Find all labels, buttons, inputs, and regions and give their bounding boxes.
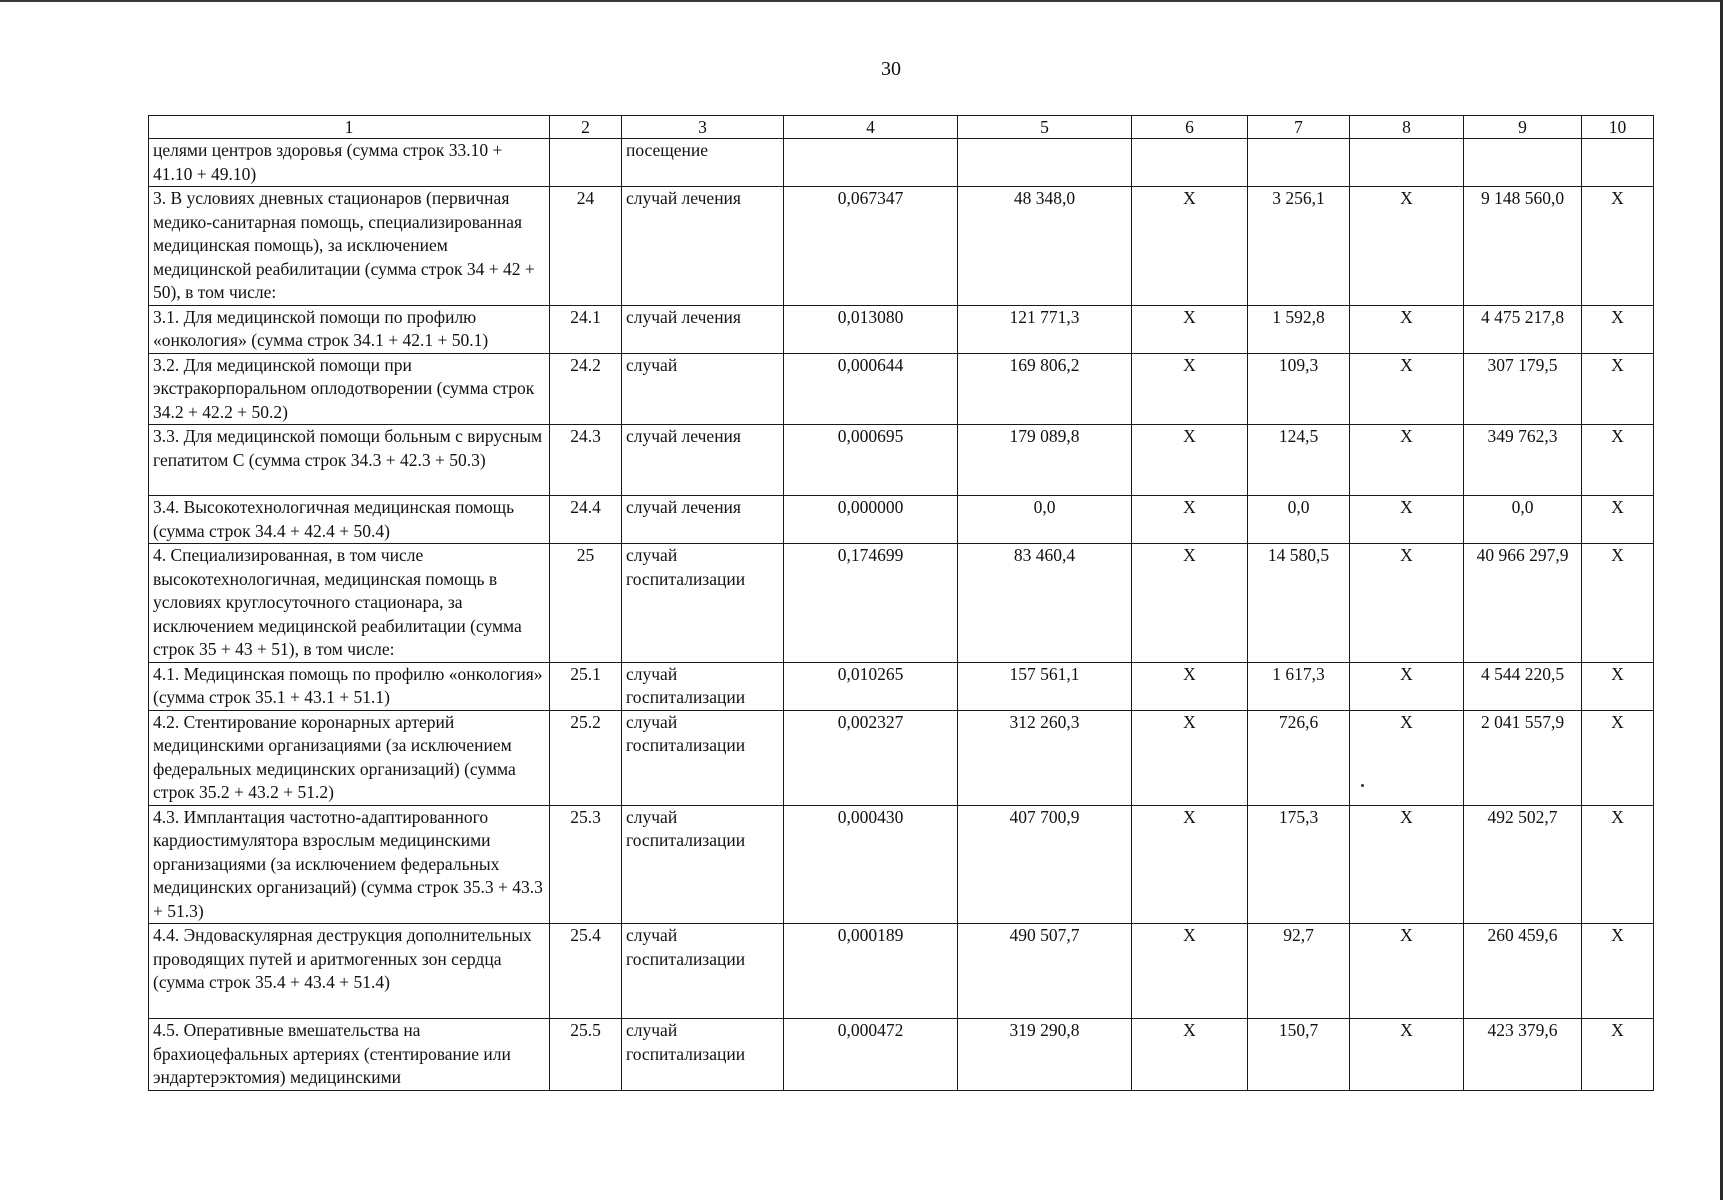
cell-col-10: X	[1582, 544, 1654, 663]
cell-col-5: 157 561,1	[958, 662, 1132, 710]
row-name-cell: 3.4. Высокотехнологичная медицинская помощь (сумма строк 34.4 + 42.4 + 50.4)	[149, 496, 550, 544]
cell-col-10: X	[1582, 496, 1654, 544]
data-table	[148, 115, 1654, 1091]
cell-col-7: 0,0	[1248, 496, 1350, 544]
cell-col-5: 48 348,0	[958, 187, 1132, 306]
scan-edge-top	[0, 0, 1723, 2]
unit-cell: случай госпитализации	[622, 710, 784, 805]
table-row	[149, 187, 1654, 306]
unit-cell: случай	[622, 353, 784, 425]
cell-col-10: X	[1582, 805, 1654, 924]
cell-col-9: 307 179,5	[1464, 353, 1582, 425]
line-number-cell: 25.2	[550, 710, 622, 805]
cell-col-9: 9 148 560,0	[1464, 187, 1582, 306]
cell-col-4: 0,000430	[784, 805, 958, 924]
row-name-cell: 3.2. Для медицинской помощи при экстракорпоральном оплодотворении (сумма строк 34.2 + 42.2 + 50.2)	[149, 353, 550, 425]
cell-col-4: 0,174699	[784, 544, 958, 663]
unit-cell: случай лечения	[622, 496, 784, 544]
cell-col-7: 124,5	[1248, 425, 1350, 496]
table-row	[149, 496, 1654, 544]
cell-col-4: 0,010265	[784, 662, 958, 710]
row-name-cell: 3.1. Для медицинской помощи по профилю «онкология» (сумма строк 34.1 + 42.1 + 50.1)	[149, 305, 550, 353]
cell-col-6: X	[1132, 1019, 1248, 1091]
cell-col-10: X	[1582, 305, 1654, 353]
unit-cell: случай госпитализации	[622, 544, 784, 663]
cell-col-7: 1 592,8	[1248, 305, 1350, 353]
cell-col-5: 407 700,9	[958, 805, 1132, 924]
table-row	[149, 805, 1654, 924]
unit-cell: случай госпитализации	[622, 924, 784, 1019]
cell-col-9: 492 502,7	[1464, 805, 1582, 924]
unit-cell: случай лечения	[622, 187, 784, 306]
table-row	[149, 924, 1654, 1019]
cell-col-7: 150,7	[1248, 1019, 1350, 1091]
cell-col-9: 2 041 557,9	[1464, 710, 1582, 805]
page-number: 30	[881, 58, 901, 80]
unit-cell: посещение	[622, 139, 784, 187]
cell-col-5	[958, 139, 1132, 187]
row-name-cell: 3.3. Для медицинской помощи больным с вирусным гепатитом С (сумма строк 34.3 + 42.3 + 50.3)	[149, 425, 550, 496]
cell-col-5: 0,0	[958, 496, 1132, 544]
table-row	[149, 662, 1654, 710]
cell-col-6	[1132, 139, 1248, 187]
cell-col-4: 0,000695	[784, 425, 958, 496]
cell-col-10: X	[1582, 187, 1654, 306]
cell-col-8: X	[1350, 924, 1464, 1019]
cell-col-7: 175,3	[1248, 805, 1350, 924]
column-header: 8	[1350, 116, 1464, 139]
cell-col-4: 0,067347	[784, 187, 958, 306]
column-header: 9	[1464, 116, 1582, 139]
cell-col-8: X	[1350, 662, 1464, 710]
cell-col-4: 0,000000	[784, 496, 958, 544]
cell-col-7: 92,7	[1248, 924, 1350, 1019]
cell-col-9: 0,0	[1464, 496, 1582, 544]
table-row	[149, 353, 1654, 425]
line-number-cell: 25.1	[550, 662, 622, 710]
column-header: 1	[149, 116, 550, 139]
cell-col-4	[784, 139, 958, 187]
unit-cell: случай госпитализации	[622, 805, 784, 924]
unit-cell: случай лечения	[622, 425, 784, 496]
cell-col-10: X	[1582, 1019, 1654, 1091]
cell-col-9: 423 379,6	[1464, 1019, 1582, 1091]
line-number-cell: 24.3	[550, 425, 622, 496]
cell-col-7: 109,3	[1248, 353, 1350, 425]
line-number-cell: 24.1	[550, 305, 622, 353]
cell-col-10: X	[1582, 425, 1654, 496]
row-name-cell: 3. В условиях дневных стационаров (первичная медико-санитарная помощь, специализированная медицинская помощь), за исключением медицинской реабилитации (сумма строк 34 + 42 + 50), в том числе:	[149, 187, 550, 306]
column-header: 10	[1582, 116, 1654, 139]
cell-col-9: 4 544 220,5	[1464, 662, 1582, 710]
cell-col-6: X	[1132, 924, 1248, 1019]
cell-col-6: X	[1132, 805, 1248, 924]
cell-col-9: 349 762,3	[1464, 425, 1582, 496]
cell-col-5: 319 290,8	[958, 1019, 1132, 1091]
line-number-cell: 24.2	[550, 353, 622, 425]
cell-col-6: X	[1132, 710, 1248, 805]
cell-col-4: 0,002327	[784, 710, 958, 805]
column-header: 5	[958, 116, 1132, 139]
cell-col-10: X	[1582, 710, 1654, 805]
cell-col-10: X	[1582, 924, 1654, 1019]
cell-col-5: 490 507,7	[958, 924, 1132, 1019]
cell-col-5: 83 460,4	[958, 544, 1132, 663]
cell-col-4: 0,000644	[784, 353, 958, 425]
cell-col-9: 4 475 217,8	[1464, 305, 1582, 353]
cell-col-9: 40 966 297,9	[1464, 544, 1582, 663]
cell-col-4: 0,000189	[784, 924, 958, 1019]
cell-col-8: X	[1350, 305, 1464, 353]
column-header: 7	[1248, 116, 1350, 139]
cell-col-5: 169 806,2	[958, 353, 1132, 425]
cell-col-7: 726,6	[1248, 710, 1350, 805]
row-name-cell: 4.3. Имплантация частотно-адаптированного кардиостимулятора взрослым медицинскими организациями (за исключением федеральных медицинских организаций) (сумма строк 35.3 + 43.3 + 51.3)	[149, 805, 550, 924]
cell-col-6: X	[1132, 496, 1248, 544]
cell-col-8: X	[1350, 710, 1464, 805]
table-row	[149, 544, 1654, 663]
table-row	[149, 710, 1654, 805]
cell-col-8: X	[1350, 1019, 1464, 1091]
cell-col-8: X	[1350, 187, 1464, 306]
table-row	[149, 1019, 1654, 1091]
row-name-cell: 4.2. Стентирование коронарных артерий медицинскими организациями (за исключением федеральных медицинских организаций) (сумма строк 35.2 + 43.2 + 51.2)	[149, 710, 550, 805]
row-name-cell: 4.5. Оперативные вмешательства на брахиоцефальных артериях (стентирование или эндартерэктомия) медицинскими	[149, 1019, 550, 1091]
scan-speck	[1361, 784, 1364, 787]
cell-col-8: X	[1350, 496, 1464, 544]
cell-col-10	[1582, 139, 1654, 187]
header-row	[149, 116, 1654, 139]
cell-col-6: X	[1132, 305, 1248, 353]
table-row	[149, 139, 1654, 187]
line-number-cell: 25.3	[550, 805, 622, 924]
cell-col-5: 179 089,8	[958, 425, 1132, 496]
table-row	[149, 305, 1654, 353]
cell-col-8: X	[1350, 805, 1464, 924]
row-name-cell: 4.4. Эндоваскулярная деструкция дополнительных проводящих путей и аритмогенных зон сердца (сумма строк 35.4 + 43.4 + 51.4)	[149, 924, 550, 1019]
cell-col-9	[1464, 139, 1582, 187]
cell-col-7	[1248, 139, 1350, 187]
line-number-cell: 24	[550, 187, 622, 306]
table-row	[149, 425, 1654, 496]
unit-cell: случай госпитализации	[622, 662, 784, 710]
cell-col-6: X	[1132, 353, 1248, 425]
cell-col-6: X	[1132, 544, 1248, 663]
cell-col-4: 0,000472	[784, 1019, 958, 1091]
cell-col-6: X	[1132, 662, 1248, 710]
cell-col-7: 14 580,5	[1248, 544, 1350, 663]
cell-col-6: X	[1132, 187, 1248, 306]
cell-col-6: X	[1132, 425, 1248, 496]
cell-col-7: 3 256,1	[1248, 187, 1350, 306]
unit-cell: случай лечения	[622, 305, 784, 353]
column-header: 2	[550, 116, 622, 139]
row-name-cell: целями центров здоровья (сумма строк 33.10 + 41.10 + 49.10)	[149, 139, 550, 187]
cell-col-5: 121 771,3	[958, 305, 1132, 353]
line-number-cell: 25	[550, 544, 622, 663]
cell-col-8	[1350, 139, 1464, 187]
cell-col-8: X	[1350, 425, 1464, 496]
line-number-cell	[550, 139, 622, 187]
cell-col-4: 0,013080	[784, 305, 958, 353]
cell-col-10: X	[1582, 662, 1654, 710]
column-header: 6	[1132, 116, 1248, 139]
cell-col-8: X	[1350, 544, 1464, 663]
column-header: 3	[622, 116, 784, 139]
column-header: 4	[784, 116, 958, 139]
row-name-cell: 4. Специализированная, в том числе высокотехнологичная, медицинская помощь в условиях круглосуточного стационара, за исключением медицинской реабилитации (сумма строк 35 + 43 + 51), в том числе:	[149, 544, 550, 663]
cell-col-9: 260 459,6	[1464, 924, 1582, 1019]
line-number-cell: 25.5	[550, 1019, 622, 1091]
cell-col-7: 1 617,3	[1248, 662, 1350, 710]
cell-col-5: 312 260,3	[958, 710, 1132, 805]
cell-col-8: X	[1350, 353, 1464, 425]
table-body	[149, 139, 1654, 1091]
cell-col-10: X	[1582, 353, 1654, 425]
line-number-cell: 24.4	[550, 496, 622, 544]
unit-cell: случай госпитализации	[622, 1019, 784, 1091]
line-number-cell: 25.4	[550, 924, 622, 1019]
row-name-cell: 4.1. Медицинская помощь по профилю «онкология» (сумма строк 35.1 + 43.1 + 51.1)	[149, 662, 550, 710]
